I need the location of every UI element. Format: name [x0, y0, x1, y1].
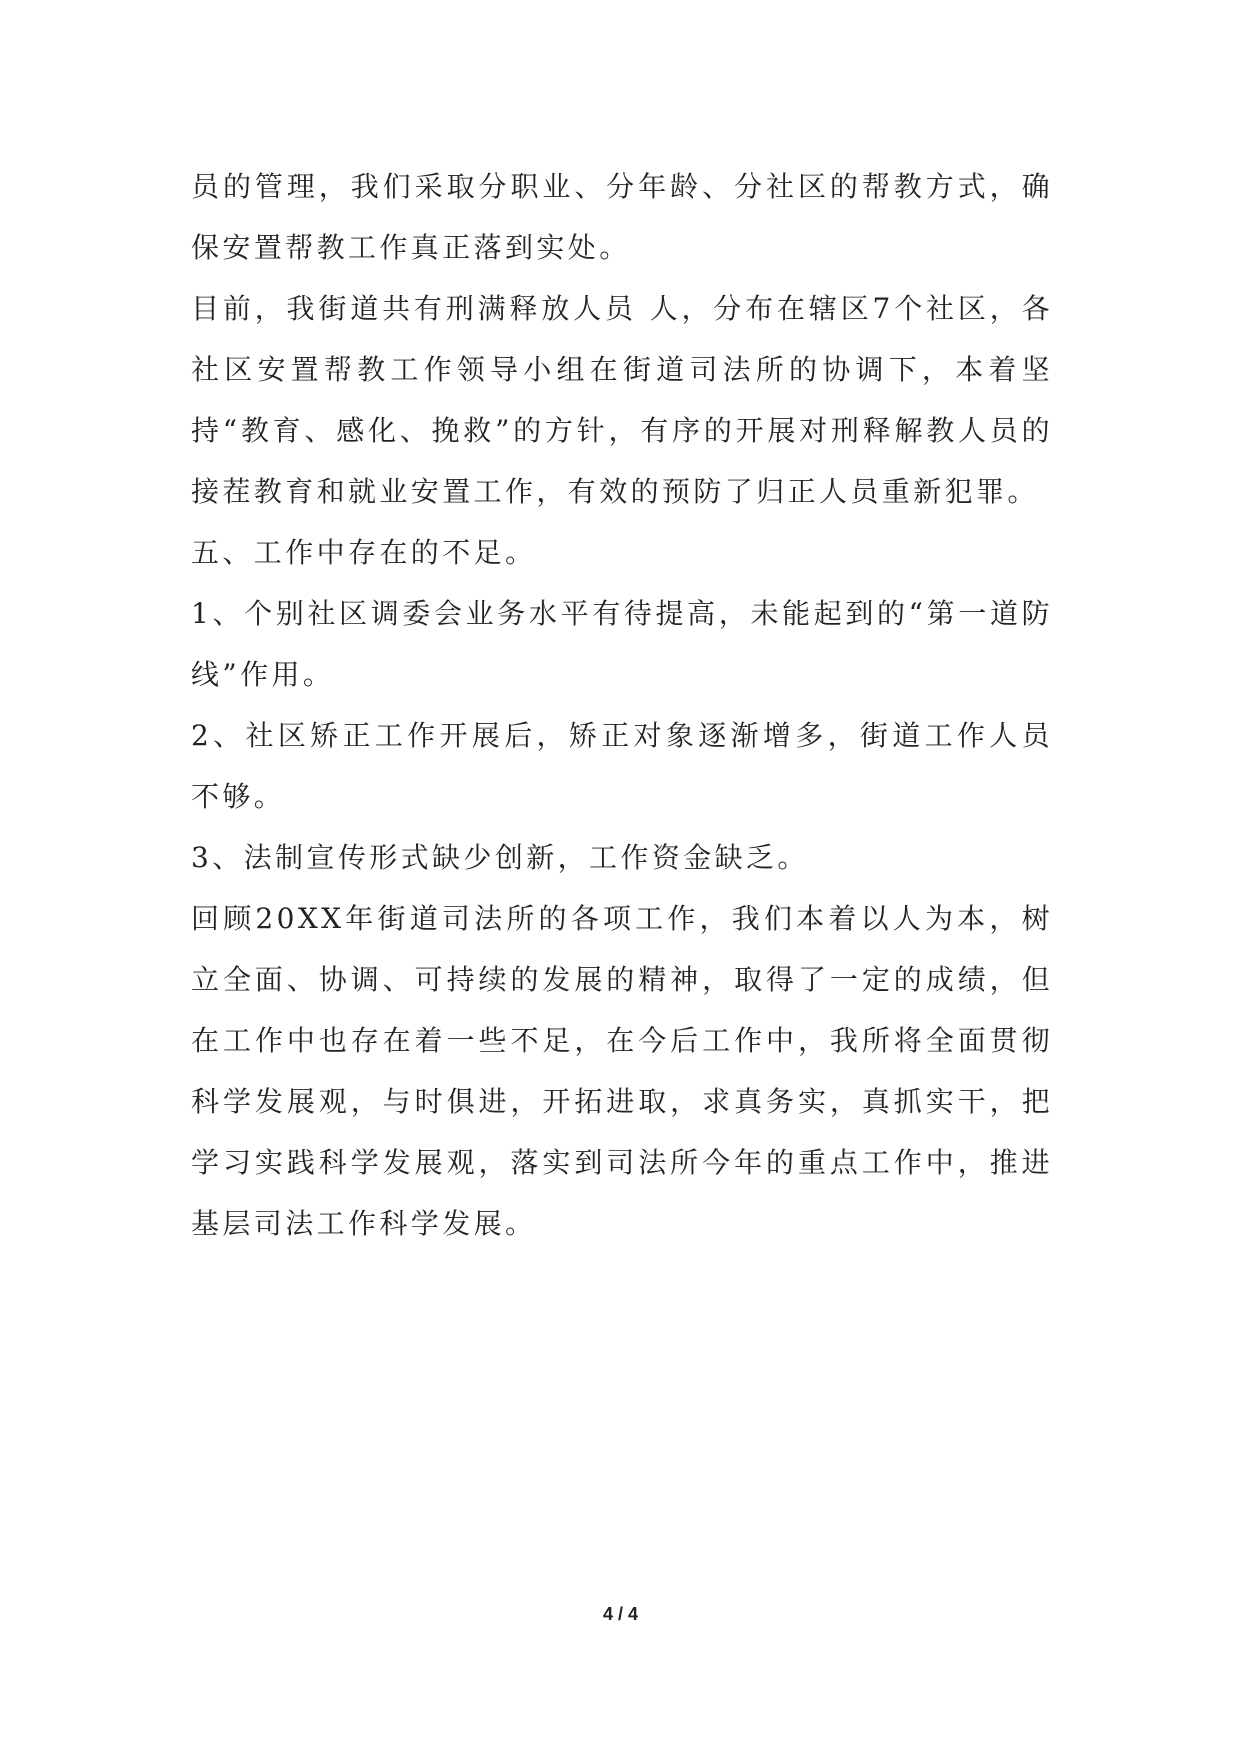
list-item-3: 3、法制宣传形式缺少创新，工作资金缺乏。 [191, 841, 809, 874]
paragraph-resettlement: 目前，我街道共有刑满释放人员 人，分布在辖区7个社区，各社区安置帮教工作领导小组在街道司法所的协调下，本着坚持“教育、感化、挽救”的方针，有序的开展对刑释解教人员的接茬教育和就业安置工作，有效的预防了归正人员重新犯罪。 [191, 292, 1053, 508]
list-item-2: 2、社区矫正工作开展后，矫正对象逐渐增多，街道工作人员不够。 [191, 719, 1053, 813]
page-number: 4 / 4 [602, 1604, 639, 1624]
list-item-1: 1、个别社区调委会业务水平有待提高，未能起到的“第一道防线”作用。 [191, 597, 1053, 691]
section-heading-shortcomings: 五、工作中存在的不足。 [191, 536, 537, 569]
paragraph-continuation: 员的管理，我们采取分职业、分年龄、分社区的帮教方式，确保安置帮教工作真正落到实处。 [191, 170, 1053, 264]
document-body [191, 156, 1053, 1254]
paragraph-review: 回顾20XX年街道司法所的各项工作，我们本着以人为本，树立全面、协调、可持续的发展的精神，取得了一定的成绩，但在工作中也存在着一些不足，在今后工作中，我所将全面贯彻科学发展观，与时俱进，开拓进取，求真务实，真抓实干，把学习实践科学发展观，落实到司法所今年的重点工作中，推进基层司法工作科学发展。 [191, 902, 1053, 1240]
